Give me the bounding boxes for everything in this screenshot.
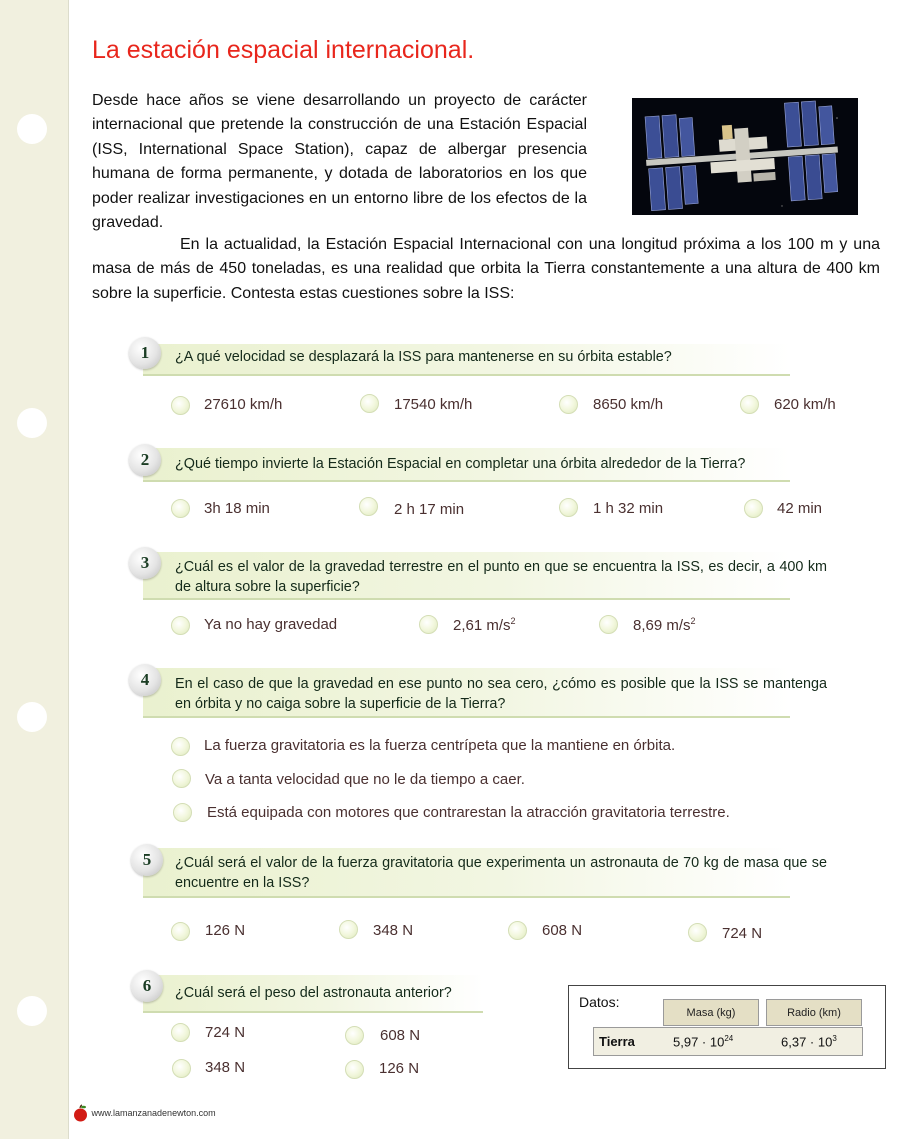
binder-margin bbox=[0, 0, 69, 1139]
answer-radio[interactable] bbox=[744, 499, 763, 518]
answer-radio[interactable] bbox=[339, 920, 358, 939]
answer-radio[interactable] bbox=[171, 396, 190, 415]
answer-radio[interactable] bbox=[559, 498, 578, 517]
answer-option: 724 N bbox=[722, 925, 763, 942]
question-number: 6 bbox=[131, 970, 163, 1002]
answer-radio[interactable] bbox=[171, 499, 190, 518]
radius-header: Radio (km) bbox=[766, 999, 862, 1026]
answer-radio[interactable] bbox=[172, 769, 191, 788]
earth-mass: $5,97 \cdot 10^{24}$ bbox=[673, 1034, 734, 1050]
answer-option: 608 N bbox=[380, 1027, 421, 1044]
answer-option: 724 N bbox=[205, 1024, 246, 1041]
answer-radio[interactable] bbox=[419, 615, 438, 634]
answer-radio[interactable] bbox=[345, 1026, 364, 1045]
binder-hole bbox=[17, 996, 47, 1026]
answer-radio[interactable] bbox=[171, 922, 190, 941]
answer-option: 27610 km/h bbox=[204, 396, 283, 413]
answer-option: 348 N bbox=[205, 1059, 246, 1076]
answer-option: 1 h 32 min bbox=[593, 500, 664, 517]
answer-radio[interactable] bbox=[360, 394, 379, 413]
footer bbox=[72, 1104, 216, 1122]
answer-radio[interactable] bbox=[559, 395, 578, 414]
answer-option: 2 h 17 min bbox=[394, 501, 465, 518]
binder-hole bbox=[17, 408, 47, 438]
answer-option: 348 N bbox=[373, 922, 414, 939]
question-5-text: ¿Cuál será el valor de la fuerza gravitatoria que experimenta un astronauta de 70 kg de masa que se encuentre en la ISS? bbox=[175, 855, 827, 891]
answer-radio[interactable] bbox=[740, 395, 759, 414]
answer-radio[interactable] bbox=[171, 737, 190, 756]
iss-photo bbox=[632, 98, 858, 215]
answer-option: 126 N bbox=[379, 1060, 420, 1077]
intro-paragraph: Desde hace años se viene desarrollando un proyecto de carácter internacional que pretende la construcción de una Estación Espacial (ISS, International Space Station), capaz de albergar presencia humana de forma permanente, y dotada de laboratorios en los que poder realizar investigaciones en un entorno libre de los efectos de la gravedad. bbox=[92, 92, 587, 232]
answer-option: 620 km/h bbox=[774, 396, 836, 413]
answer-option: 3h 18 min bbox=[204, 500, 270, 517]
answer-radio[interactable] bbox=[508, 921, 527, 940]
answer-option: Ya no hay gravedad bbox=[204, 616, 338, 633]
answer-option: La fuerza gravitatoria es la fuerza centrípeta que la mantiene en órbita. bbox=[204, 737, 676, 754]
answer-radio[interactable] bbox=[173, 803, 192, 822]
earth-label: Tierra bbox=[599, 1034, 635, 1049]
page-title: La estación espacial internacional. bbox=[92, 36, 475, 64]
question-1-text: ¿A qué velocidad se desplazará la ISS para mantenerse en su órbita estable? bbox=[175, 349, 672, 365]
mass-header: Masa (kg) bbox=[663, 999, 759, 1026]
answer-radio[interactable] bbox=[688, 923, 707, 942]
answer-option: 17540 km/h bbox=[394, 396, 473, 413]
answer-option: 8,69 $m/s^2$ bbox=[633, 616, 696, 634]
question-2-text: ¿Qué tiempo invierte la Estación Espacial en completar una órbita alrededor de la Tierra? bbox=[175, 456, 746, 472]
answer-option: 126 N bbox=[205, 922, 246, 939]
answer-radio[interactable] bbox=[171, 1023, 190, 1042]
binder-hole bbox=[17, 702, 47, 732]
answer-option: 2,61 $m/s^2$ bbox=[453, 616, 516, 634]
question-4-text: En el caso de que la gravedad en ese punto no sea cero, ¿cómo es posible que la ISS se mantenga en órbita y no caiga sobre la superficie de la Tierra? bbox=[175, 676, 827, 712]
answer-radio[interactable] bbox=[171, 616, 190, 635]
footer-url[interactable]: www.lamanzanadenewton.com bbox=[91, 1108, 216, 1118]
earth-row bbox=[593, 1027, 863, 1056]
data-box-label: Datos: bbox=[579, 994, 620, 1010]
question-3-text: ¿Cuál es el valor de la gravedad terrestre en el punto en que se encuentra la ISS, es decir, a 400 km de altura sobre la superficie? bbox=[175, 559, 827, 595]
apple-icon bbox=[72, 1104, 89, 1122]
answer-radio[interactable] bbox=[172, 1059, 191, 1078]
answer-radio[interactable] bbox=[345, 1060, 364, 1079]
question-number: 3 bbox=[129, 547, 161, 579]
question-number: 2 bbox=[129, 444, 161, 476]
intro-paragraph-2: En la actualidad, la Estación Espacial Internacional con una longitud próxima a los 100 m y una masa de más de 450 toneladas, es una realidad que orbita la Tierra constantemente a una altura de 400 km sobre la superficie. Contesta estas cuestiones sobre la ISS: bbox=[92, 236, 880, 302]
answer-option: 608 N bbox=[542, 922, 583, 939]
question-6-text: ¿Cuál será el peso del astronauta anterior? bbox=[175, 985, 452, 1001]
data-box bbox=[568, 985, 886, 1069]
answer-radio[interactable] bbox=[359, 497, 378, 516]
binder-hole bbox=[17, 114, 47, 144]
question-number: 1 bbox=[129, 337, 161, 369]
question-number: 5 bbox=[131, 844, 163, 876]
answer-option: Va a tanta velocidad que no le da tiempo a caer. bbox=[205, 771, 525, 788]
answer-option: Está equipada con motores que contrarestan la atracción gravitatoria terrestre. bbox=[207, 804, 730, 821]
answer-radio[interactable] bbox=[599, 615, 618, 634]
earth-radius: $6,37 \cdot 10^3$ bbox=[781, 1034, 837, 1050]
answer-option: 8650 km/h bbox=[593, 396, 664, 413]
answer-option: 42 min bbox=[777, 500, 823, 517]
question-number: 4 bbox=[129, 664, 161, 696]
